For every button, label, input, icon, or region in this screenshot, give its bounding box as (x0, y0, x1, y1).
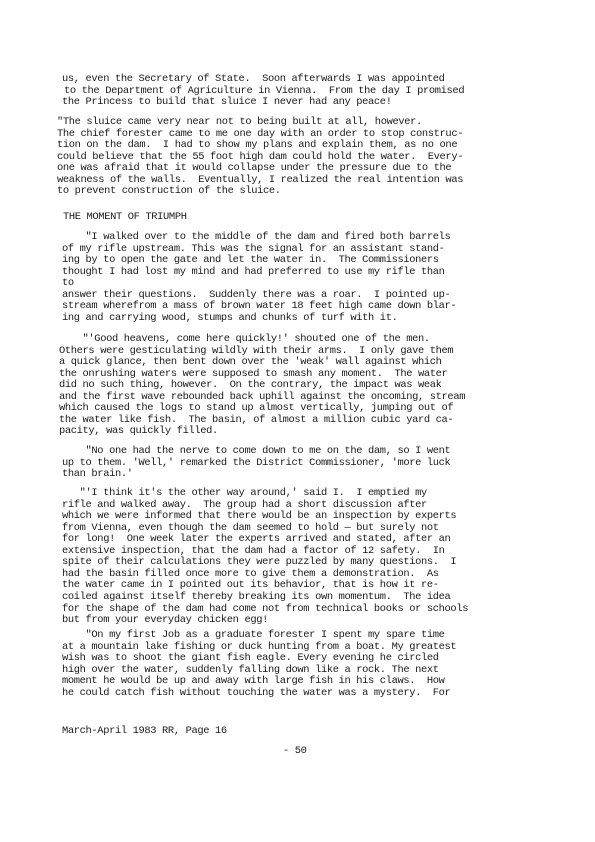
text-line: wish was to shoot the giant fish eagle. Every evening he circled (62, 652, 439, 665)
text-line: and the first wave rebounded back uphill against the oncoming, stream (59, 390, 466, 403)
text-line: could believe that the 55 foot high dam could hold the water. Every- (57, 150, 464, 163)
text-line: ing by to open the gate and let the water in. The Commissioners (62, 254, 439, 267)
text-line: which caused the logs to stand up almost vertically, jumping out of (59, 402, 454, 415)
text-line: "'Good heavens, come here quickly!' shouted one of the men. (59, 333, 430, 345)
footer-source: March-April 1983 RR, Page 16 (62, 725, 227, 737)
text-line: he could catch fish without touching the water was a mystery. For (62, 686, 451, 699)
text-line: "The sluice came very near not to being built at all, however. (57, 116, 422, 128)
text-line: The chief forester came to me one day with an order to stop construc- (57, 127, 464, 140)
text-line: which we were informed that there would be an inspection by experts (62, 510, 457, 523)
text-line: extensive inspection, that the dam had a factor of 12 safety. In (62, 544, 445, 557)
text-line: "'I think it's the other way around,' said I. I emptied my (62, 487, 427, 499)
text-line: "No one had the nerve to come down to me on the dam, so I went (62, 445, 451, 457)
text-line: "On my first Job as a graduate forester I spent my spare time (62, 629, 445, 641)
text-line: than brain.' (62, 468, 133, 481)
text-line: up to them. 'Well,' remarked the District Commissioner, 'more luck (62, 456, 451, 469)
text-line: the water came in I pointed out its behavior, that is how it re- (62, 579, 439, 592)
text-line: Others were gesticulating wildly with their arms. I only gave them (59, 344, 454, 357)
text-line: weakness of the walls. Eventually, I realized the real intention was (57, 173, 464, 186)
text-line: for the shape of the dam had come not from technical books or schools (62, 602, 469, 615)
text-line: had the basin filled once more to give them a demonstration. As (62, 567, 439, 580)
text-line: to (62, 277, 74, 290)
text-line: to prevent construction of the sluice. (57, 185, 281, 198)
text-line: did no such thing, however. On the contrary, the impact was weak (59, 379, 442, 392)
text-line: answer their questions. Suddenly there was a roar. I pointed up- (62, 288, 451, 301)
text-line: moment he would be up and away with large fish in his claws. How (62, 675, 445, 688)
text-line: of my rifle upstream. This was the signal for an assistant stand- (62, 242, 445, 255)
text-line: "I walked over to the middle of the dam and fired both barrels (62, 231, 451, 243)
text-line: for long! One week later the experts arrived and stated, after an (62, 533, 451, 546)
text-line: us, even the Secretary of State. Soon afterwards I was appointed (62, 73, 445, 85)
text-line: rifle and walked away. The group had a short discussion after (62, 498, 427, 511)
page-number: - 50 (283, 745, 307, 757)
text-line: the Princess to build that sluice I never had any peace! (62, 96, 392, 109)
text-line: high over the water, suddenly falling down like a rock. The next (62, 663, 439, 676)
text-line: tion on the dam. I had to show my plans and explain them, as no one (57, 139, 458, 152)
text-line: coiled against itself thereby breaking its own momentum. The idea (62, 590, 451, 603)
text-line: at a mountain lake fishing or duck hunting from a boat. My greatest (62, 640, 457, 653)
text-line: thought I had lost my mind and had preferred to use my rifle than (62, 265, 445, 278)
text-line: stream wherefrom a mass of brown water 18 feet high came down blar- (62, 300, 457, 313)
text-line: but from your everyday chicken egg! (62, 614, 268, 627)
text-line: ing and carrying wood, stumps and chunks of turf with it. (62, 311, 398, 324)
text-line: the onrushing waters were supposed to smash any moment. The water (59, 367, 448, 380)
text-line: spite of their calculations they were puzzled by many questions. I (62, 556, 457, 569)
text-line: pacity, was quickly filled. (59, 425, 218, 438)
text-line: from Vienna, even though the dam seemed to hold — but surely not (62, 521, 439, 534)
text-line: a quick glance, then bent down over the 'weak' wall against which (59, 356, 442, 369)
section-heading: THE MOMENT OF TRIUMPH (63, 211, 187, 223)
text-line: the water like fish. The basin, of almost a million cubic yard ca- (59, 413, 454, 426)
text-line: to the Department of Agriculture in Vienna. From the day I promised (64, 84, 465, 97)
text-line: one was afraid that it would collapse under the pressure due to the (57, 162, 452, 175)
